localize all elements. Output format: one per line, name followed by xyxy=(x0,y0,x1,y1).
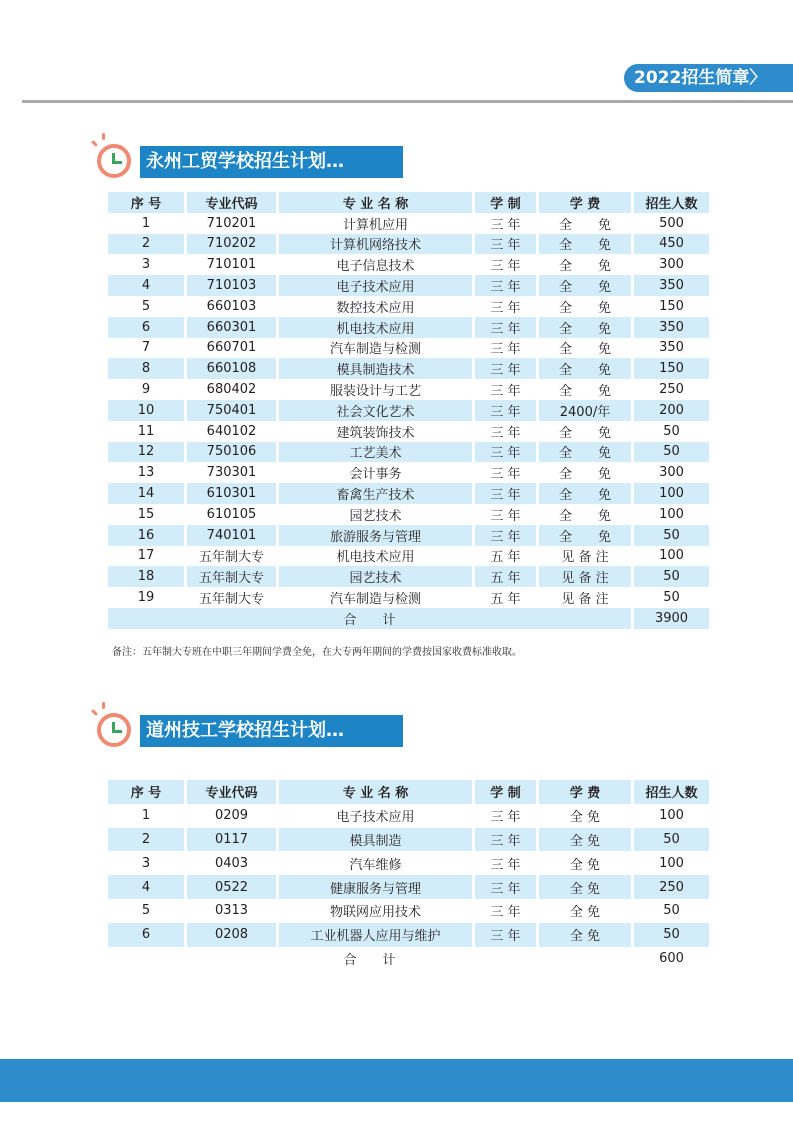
table-cell: 模具制造技术 xyxy=(279,358,472,379)
table-cell: 50 xyxy=(634,525,709,546)
table-cell: 畜禽生产技术 xyxy=(279,483,472,504)
table-cell: 全 免 xyxy=(539,317,631,338)
table-cell: 6 xyxy=(108,317,184,338)
table-cell: 710202 xyxy=(187,234,276,255)
table-cell: 三 年 xyxy=(475,275,536,296)
table-cell: 三 年 xyxy=(490,467,521,483)
table-cell: 730301 xyxy=(206,465,257,481)
table-row xyxy=(108,462,709,483)
table-cell: 见 备 注 xyxy=(539,566,631,587)
column-header: 招生人数 xyxy=(634,192,709,213)
table-cell: 350 xyxy=(634,275,709,296)
table-cell: 全 免 xyxy=(539,875,631,899)
table-cell: 200 xyxy=(634,400,709,421)
table-cell: 全 免 xyxy=(539,275,631,296)
table-row xyxy=(108,483,709,504)
table-cell: 建筑装饰技术 xyxy=(336,425,415,441)
column-header: 学 费 xyxy=(539,780,631,804)
table-cell: 物联网应用技术 xyxy=(329,905,421,921)
spark-decoration xyxy=(102,702,105,709)
total-label: 合 计 xyxy=(108,608,631,629)
table-cell: 服装设计与工艺 xyxy=(329,384,421,400)
table-row xyxy=(108,923,709,947)
table-cell: 全 免 xyxy=(539,442,631,463)
table-cell: 350 xyxy=(634,317,709,338)
table-cell: 3 xyxy=(141,855,151,871)
table-cell: 100 xyxy=(659,855,684,871)
table-row xyxy=(108,275,709,296)
table-cell: 150 xyxy=(634,358,709,379)
section-title-daozhou: 道州技工学校招生计划… xyxy=(140,715,403,747)
table-cell: 10 xyxy=(108,400,184,421)
table-row xyxy=(108,358,709,379)
table-cell: 11 xyxy=(137,423,155,439)
table-cell: 旅游服务与管理 xyxy=(279,525,472,546)
total-value: 3900 xyxy=(634,608,709,629)
table-cell: 100 xyxy=(659,506,684,522)
table-cell: 三 年 xyxy=(475,483,536,504)
table-cell: 14 xyxy=(108,483,184,504)
spark-decoration xyxy=(91,140,98,147)
column-header: 专 业 名 称 xyxy=(279,780,472,804)
table-row xyxy=(108,254,709,275)
table-cell: 三 年 xyxy=(475,358,536,379)
table-cell: 9 xyxy=(141,382,151,398)
footer-bar xyxy=(0,1059,793,1102)
total-value: 600 xyxy=(659,950,684,966)
column-header: 学 制 xyxy=(475,192,536,213)
table-cell: 300 xyxy=(659,465,684,481)
table-cell: 660103 xyxy=(206,298,257,314)
table-cell: 5 xyxy=(141,903,151,919)
table-cell: 全 免 xyxy=(539,358,631,379)
table-cell: 610301 xyxy=(187,483,276,504)
table-cell: 2 xyxy=(108,828,184,852)
table-cell: 740101 xyxy=(187,525,276,546)
table-cell: 计算机网络技术 xyxy=(279,234,472,255)
table-cell: 0313 xyxy=(214,903,249,919)
table-cell: 五 年 xyxy=(490,550,521,566)
table-cell: 全 免 xyxy=(539,923,631,947)
table-cell: 750401 xyxy=(187,400,276,421)
table-cell: 五年制大专 xyxy=(187,566,276,587)
table-header-row xyxy=(108,780,709,804)
table-cell: 300 xyxy=(659,257,684,273)
table-header-row xyxy=(108,192,709,213)
clock-icon xyxy=(97,144,131,178)
column-header: 序 号 xyxy=(108,192,184,213)
table-cell: 0522 xyxy=(187,875,276,899)
table-cell: 汽车维修 xyxy=(349,857,402,873)
table-cell: 5 xyxy=(141,298,151,314)
table-cell: 三 年 xyxy=(490,217,521,233)
table-cell: 电子技术应用 xyxy=(336,810,415,826)
table-cell: 610105 xyxy=(206,506,257,522)
table-cell: 16 xyxy=(108,525,184,546)
table-row xyxy=(108,317,709,338)
table-cell: 全 免 xyxy=(558,217,611,233)
table-cell: 三 年 xyxy=(475,234,536,255)
table-cell: 100 xyxy=(659,548,684,564)
table-cell: 100 xyxy=(634,483,709,504)
table-cell: 全 免 xyxy=(558,508,611,524)
table-cell: 2 xyxy=(108,234,184,255)
table-cell: 计算机应用 xyxy=(342,217,408,233)
table-cell: 五 年 xyxy=(490,592,521,608)
table-cell: 660701 xyxy=(206,340,257,356)
table-cell: 660108 xyxy=(187,358,276,379)
table-row xyxy=(108,546,709,567)
table-cell: 12 xyxy=(108,442,184,463)
table-cell: 三 年 xyxy=(490,259,521,275)
table-cell: 三 年 xyxy=(475,875,536,899)
table-cell: 680402 xyxy=(206,382,257,398)
column-header: 专业代码 xyxy=(187,192,276,213)
table-cell: 健康服务与管理 xyxy=(279,875,472,899)
table-row xyxy=(108,234,709,255)
table-cell: 全 免 xyxy=(569,810,601,826)
table-cell: 全 免 xyxy=(539,525,631,546)
table-cell: 三 年 xyxy=(490,810,521,826)
table-cell: 4 xyxy=(108,275,184,296)
table-cell: 13 xyxy=(137,465,155,481)
table-cell: 全 免 xyxy=(558,342,611,358)
table-cell: 全 免 xyxy=(558,300,611,316)
enrollment-table-daozhou xyxy=(105,780,712,970)
table-cell: 汽车制造与检测 xyxy=(329,342,421,358)
table-cell: 250 xyxy=(634,875,709,899)
table-cell: 750106 xyxy=(187,442,276,463)
table-cell: 350 xyxy=(659,340,684,356)
table-cell: 全 免 xyxy=(569,857,601,873)
table-cell: 0208 xyxy=(187,923,276,947)
table-cell: 4 xyxy=(108,875,184,899)
table-cell: 1 xyxy=(141,215,151,231)
table-row xyxy=(108,899,709,923)
column-header: 序 号 xyxy=(108,780,184,804)
enrollment-table-yongzhou xyxy=(105,192,712,629)
table-cell: 三 年 xyxy=(475,317,536,338)
table-row xyxy=(108,504,709,525)
table-cell: 园艺技术 xyxy=(279,566,472,587)
table-cell: 50 xyxy=(663,590,680,606)
table-cell: 五 年 xyxy=(475,566,536,587)
clock-icon xyxy=(97,713,131,747)
table-cell: 150 xyxy=(659,298,684,314)
table-cell: 0403 xyxy=(214,855,249,871)
table-row xyxy=(108,421,709,442)
table-row xyxy=(108,587,709,608)
table-cell: 汽车制造与检测 xyxy=(329,592,421,608)
table-cell: 三 年 xyxy=(475,442,536,463)
table-cell: 电子技术应用 xyxy=(279,275,472,296)
column-header: 专业代码 xyxy=(187,780,276,804)
column-header: 学 制 xyxy=(475,780,536,804)
table-cell: 三 年 xyxy=(490,857,521,873)
spark-decoration xyxy=(102,133,105,140)
table-row xyxy=(108,338,709,359)
table-cell: 50 xyxy=(634,442,709,463)
table-cell: 660301 xyxy=(187,317,276,338)
spark-decoration xyxy=(91,709,98,716)
table-row xyxy=(108,851,709,875)
table-cell: 15 xyxy=(137,506,155,522)
table-cell: 全 免 xyxy=(569,905,601,921)
column-header: 专 业 名 称 xyxy=(279,192,472,213)
table-cell: 1 xyxy=(141,808,151,824)
table-cell: 三 年 xyxy=(475,828,536,852)
table-cell: 500 xyxy=(659,215,684,231)
header-divider xyxy=(22,100,793,103)
table-row xyxy=(108,442,709,463)
table-cell: 710103 xyxy=(187,275,276,296)
table-cell: 8 xyxy=(108,358,184,379)
table-cell: 50 xyxy=(634,566,709,587)
table-cell: 全 免 xyxy=(558,259,611,275)
brochure-badge: 2022招生简章〉 xyxy=(624,64,793,92)
table-cell: 三 年 xyxy=(490,342,521,358)
table-row xyxy=(108,566,709,587)
table-cell: 710101 xyxy=(206,257,257,273)
section-title-yongzhou: 永州工贸学校招生计划… xyxy=(140,146,403,178)
table-cell: 三 年 xyxy=(490,300,521,316)
table-cell: 全 免 xyxy=(539,483,631,504)
table-row xyxy=(108,828,709,852)
table-cell: 见 备 注 xyxy=(561,592,609,608)
table-cell: 250 xyxy=(659,382,684,398)
table-row xyxy=(108,525,709,546)
table-cell: 三 年 xyxy=(490,384,521,400)
table-cell: 7 xyxy=(141,340,151,356)
table-cell: 三 年 xyxy=(475,400,536,421)
total-label: 合 计 xyxy=(343,952,396,968)
table-cell: 园艺技术 xyxy=(349,508,402,524)
table-cell: 0117 xyxy=(187,828,276,852)
table-row xyxy=(108,875,709,899)
table-cell: 模具制造 xyxy=(279,828,472,852)
table-cell: 电子信息技术 xyxy=(336,259,415,275)
table-cell: 17 xyxy=(137,548,155,564)
table-cell: 50 xyxy=(634,923,709,947)
table-cell: 450 xyxy=(634,234,709,255)
table-cell: 0209 xyxy=(214,808,249,824)
table-cell: 会计事务 xyxy=(349,467,402,483)
table-cell: 50 xyxy=(634,828,709,852)
table-cell: 五年制大专 xyxy=(198,550,264,566)
table-cell: 全 免 xyxy=(539,234,631,255)
table-cell: 三 年 xyxy=(490,508,521,524)
table-cell: 三 年 xyxy=(475,923,536,947)
table-cell: 3 xyxy=(141,257,151,273)
table-cell: 三 年 xyxy=(475,525,536,546)
table-cell: 50 xyxy=(663,423,680,439)
table-cell: 50 xyxy=(663,903,680,919)
column-header: 招生人数 xyxy=(634,780,709,804)
table-cell: 工艺美术 xyxy=(279,442,472,463)
table-cell: 全 免 xyxy=(558,425,611,441)
table-cell: 100 xyxy=(659,808,684,824)
table-cell: 三 年 xyxy=(490,425,521,441)
table-row xyxy=(108,804,709,828)
table-row xyxy=(108,400,709,421)
table-cell: 全 免 xyxy=(539,828,631,852)
total-row xyxy=(108,608,709,629)
footnote: 备注：五年制大专班在中职三年期间学费全免，在大专两年期间的学费按国家收费标准收取。 xyxy=(112,647,522,658)
table-cell: 见 备 注 xyxy=(561,550,609,566)
total-row xyxy=(108,947,709,971)
table-cell: 五年制大专 xyxy=(198,592,264,608)
table-cell: 6 xyxy=(108,923,184,947)
table-cell: 数控技术应用 xyxy=(336,300,415,316)
table-cell: 19 xyxy=(137,590,155,606)
table-cell: 机电技术应用 xyxy=(279,317,472,338)
table-cell: 三 年 xyxy=(490,905,521,921)
table-cell: 工业机器人应用与维护 xyxy=(279,923,472,947)
table-row xyxy=(108,213,709,234)
table-cell: 18 xyxy=(108,566,184,587)
table-cell: 2400/年 xyxy=(539,400,631,421)
table-row xyxy=(108,379,709,400)
table-cell: 640102 xyxy=(206,423,257,439)
table-cell: 社会文化艺术 xyxy=(279,400,472,421)
table-cell: 全 免 xyxy=(558,467,611,483)
column-header: 学 费 xyxy=(539,192,631,213)
table-cell: 710201 xyxy=(206,215,257,231)
table-cell: 全 免 xyxy=(558,384,611,400)
table-cell: 机电技术应用 xyxy=(336,550,415,566)
table-row xyxy=(108,296,709,317)
